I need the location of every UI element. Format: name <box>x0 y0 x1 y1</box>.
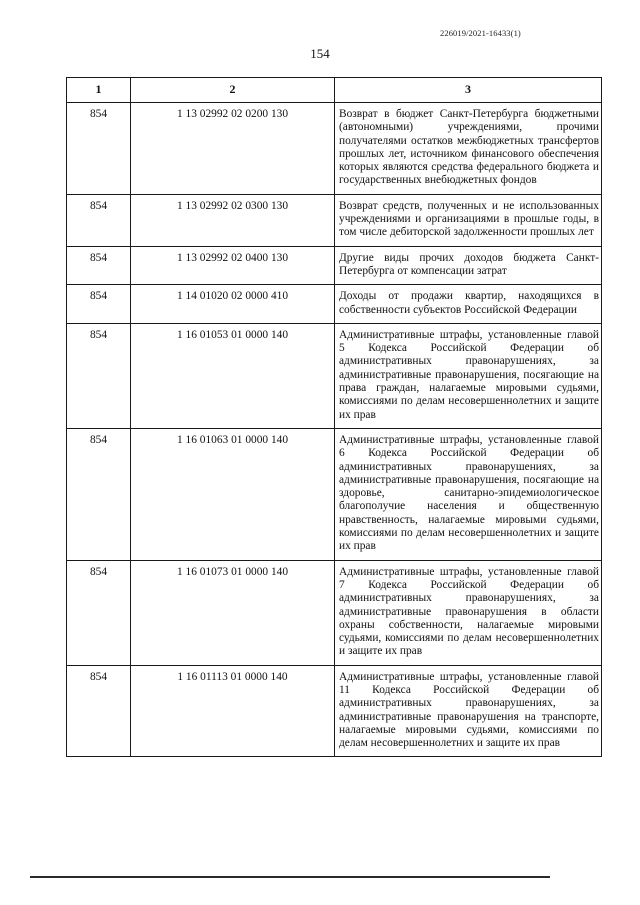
admin-code-cell: 854 <box>67 323 131 428</box>
table-row <box>67 285 602 324</box>
admin-code-cell: 854 <box>67 103 131 195</box>
admin-code-cell: 854 <box>67 194 131 246</box>
table-header-row <box>67 78 602 103</box>
revenue-code-cell: 1 13 02992 02 0400 130 <box>131 246 335 285</box>
table-row <box>67 665 602 757</box>
scan-bottom-rule <box>30 876 550 878</box>
admin-code-cell: 854 <box>67 246 131 285</box>
description-cell: Административные штрафы, установленные главой 6 Кодекса Российской Федерации об административных правонарушениях, за административные правонарушения, посягающие на здоровье, санитарно-эпидемиологическое благополучие населения и общественную нравственность, налагаемые мировыми судьями, комиссиями по делам несовершеннолетних и защите их прав <box>335 428 602 560</box>
admin-code-cell: 854 <box>67 665 131 757</box>
budget-revenue-table <box>66 77 602 757</box>
document-id: 226019/2021-16433(1) <box>440 28 521 38</box>
column-header-3: 3 <box>335 78 602 103</box>
table-row <box>67 560 602 665</box>
revenue-code-cell: 1 16 01073 01 0000 140 <box>131 560 335 665</box>
table-row <box>67 246 602 285</box>
description-cell: Возврат в бюджет Санкт-Петербурга бюджетными (автономными) учреждениями, прочими получателями остатков межбюджетных трансфертов прошлых лет, источником финансового обеспечения которых являются средства федерального бюджета и государственных внебюджетных фондов <box>335 103 602 195</box>
description-cell: Административные штрафы, установленные главой 5 Кодекса Российской Федерации об административных правонарушениях, за административные правонарушения, посягающие на права граждан, налагаемые мировыми судьями, комиссиями по делам несовершеннолетних и защите их прав <box>335 323 602 428</box>
admin-code-cell: 854 <box>67 560 131 665</box>
revenue-code-cell: 1 14 01020 02 0000 410 <box>131 285 335 324</box>
revenue-code-cell: 1 13 02992 02 0200 130 <box>131 103 335 195</box>
description-cell: Административные штрафы, установленные главой 7 Кодекса Российской Федерации об административных правонарушениях, за административные правонарушения в области охраны собственности, налагаемые мировыми судьями, комиссиями по делам несовершеннолетних и защите их прав <box>335 560 602 665</box>
description-cell: Возврат средств, полученных и не использованных учреждениями и организациями в прошлые годы, в том числе дебиторской задолженности прошлых лет <box>335 194 602 246</box>
revenue-code-cell: 1 16 01063 01 0000 140 <box>131 428 335 560</box>
description-cell: Административные штрафы, установленные главой 11 Кодекса Российской Федерации об административных правонарушениях, за административные правонарушения на транспорте, налагаемые мировыми судьями, комиссиями по делам несовершеннолетних и защите их прав <box>335 665 602 757</box>
admin-code-cell: 854 <box>67 285 131 324</box>
admin-code-cell: 854 <box>67 428 131 560</box>
column-header-1: 1 <box>67 78 131 103</box>
page-number: 154 <box>310 46 330 61</box>
table-row <box>67 428 602 560</box>
description-cell: Доходы от продажи квартир, находящихся в собственности субъектов Российской Федерации <box>335 285 602 324</box>
revenue-code-cell: 1 16 01113 01 0000 140 <box>131 665 335 757</box>
table-row <box>67 323 602 428</box>
revenue-code-cell: 1 13 02992 02 0300 130 <box>131 194 335 246</box>
column-header-2: 2 <box>131 78 335 103</box>
table-row <box>67 194 602 246</box>
table-row <box>67 103 602 195</box>
description-cell: Другие виды прочих доходов бюджета Санкт-Петербурга от компенсации затрат <box>335 246 602 285</box>
revenue-code-cell: 1 16 01053 01 0000 140 <box>131 323 335 428</box>
